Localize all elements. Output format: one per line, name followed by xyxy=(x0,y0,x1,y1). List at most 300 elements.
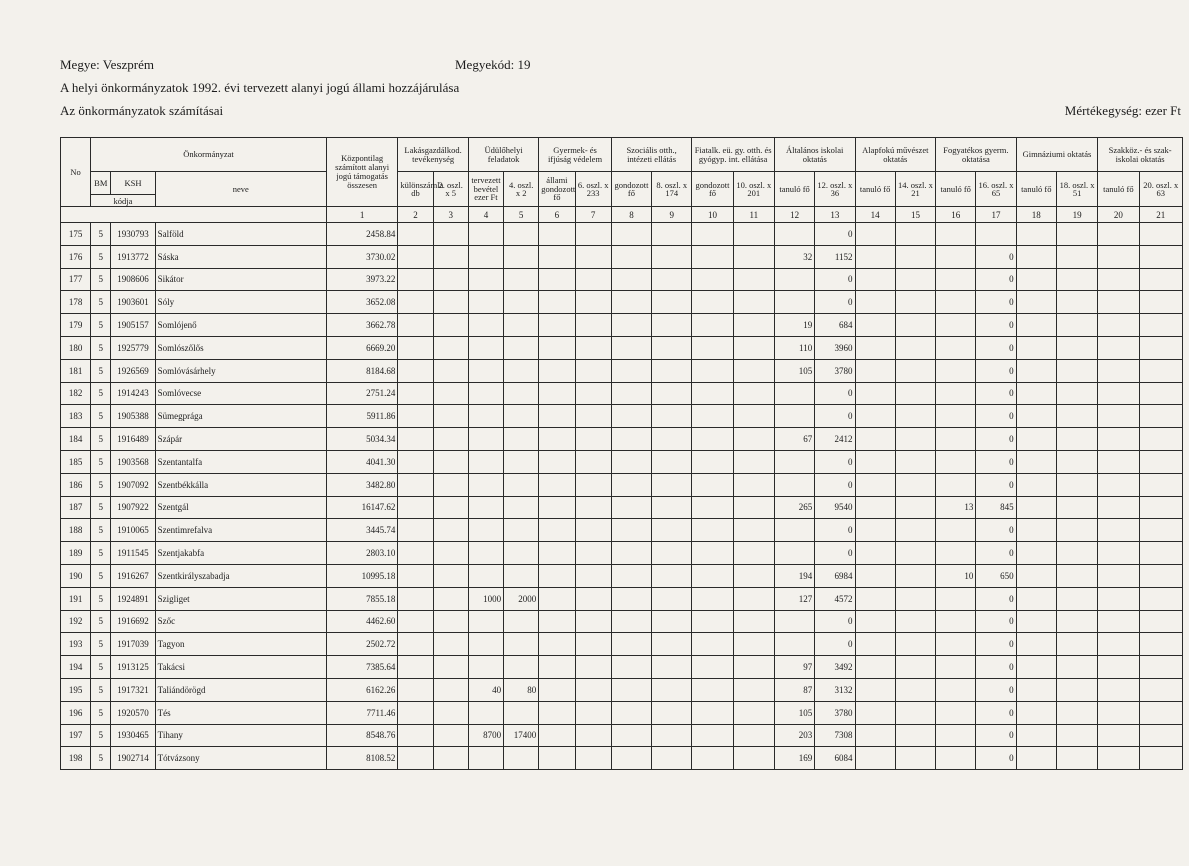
row-value xyxy=(855,268,895,291)
row-value xyxy=(433,724,468,747)
row-value xyxy=(575,268,611,291)
row-bm-code: 5 xyxy=(91,519,111,542)
row-name: Sümegprága xyxy=(155,405,326,428)
row-value xyxy=(692,564,733,587)
row-value xyxy=(1016,633,1056,656)
row-value xyxy=(1098,656,1139,679)
row-value xyxy=(1056,428,1097,451)
row-value xyxy=(539,314,575,337)
row-name: Tihany xyxy=(155,724,326,747)
row-value xyxy=(611,610,651,633)
row-value xyxy=(855,405,895,428)
row-value xyxy=(855,678,895,701)
row-total: 4462.60 xyxy=(326,610,398,633)
row-value xyxy=(774,223,814,246)
row-value xyxy=(398,496,433,519)
row-value: 19 xyxy=(774,314,814,337)
row-ksh-code: 1916489 xyxy=(111,428,155,451)
row-value xyxy=(1098,268,1139,291)
row-value xyxy=(468,542,503,565)
row-value xyxy=(936,747,976,770)
row-value xyxy=(539,336,575,359)
row-value xyxy=(1056,519,1097,542)
row-value xyxy=(1139,405,1182,428)
row-value xyxy=(855,656,895,679)
row-value xyxy=(398,678,433,701)
row-value xyxy=(733,473,774,496)
row-value xyxy=(611,633,651,656)
subheader: 18. oszl. x 51 xyxy=(1056,172,1097,207)
row-value xyxy=(855,564,895,587)
row-value xyxy=(774,519,814,542)
row-value xyxy=(398,268,433,291)
column-number: 12 xyxy=(774,207,814,223)
row-value xyxy=(895,587,935,610)
row-value xyxy=(936,587,976,610)
row-value: 0 xyxy=(976,701,1016,724)
row-value xyxy=(1139,610,1182,633)
row-value: 2412 xyxy=(815,428,855,451)
row-total: 2803.10 xyxy=(326,542,398,565)
row-bm-code: 5 xyxy=(91,701,111,724)
row-value xyxy=(468,245,503,268)
table-row xyxy=(61,405,1183,428)
row-value xyxy=(774,542,814,565)
row-value xyxy=(539,633,575,656)
row-value xyxy=(895,382,935,405)
row-value: 3132 xyxy=(815,678,855,701)
row-total: 3662.78 xyxy=(326,314,398,337)
row-value xyxy=(774,450,814,473)
row-ksh-code: 1913772 xyxy=(111,245,155,268)
row-value xyxy=(468,747,503,770)
row-value: 0 xyxy=(976,336,1016,359)
row-value xyxy=(652,450,692,473)
row-value xyxy=(936,245,976,268)
row-value xyxy=(855,724,895,747)
row-bm-code: 5 xyxy=(91,359,111,382)
row-value xyxy=(1016,678,1056,701)
row-name: Salföld xyxy=(155,223,326,246)
row-value xyxy=(1139,678,1182,701)
row-name: Taliándörögd xyxy=(155,678,326,701)
row-number: 178 xyxy=(61,291,91,314)
row-value xyxy=(692,428,733,451)
row-value xyxy=(733,633,774,656)
row-value xyxy=(1098,610,1139,633)
row-name: Szőc xyxy=(155,610,326,633)
row-ksh-code: 1910065 xyxy=(111,519,155,542)
row-value: 0 xyxy=(815,519,855,542)
row-value xyxy=(539,724,575,747)
row-value xyxy=(1016,747,1056,770)
row-value xyxy=(1016,314,1056,337)
column-number: 9 xyxy=(652,207,692,223)
row-ksh-code: 1908606 xyxy=(111,268,155,291)
row-value: 3960 xyxy=(815,336,855,359)
row-value xyxy=(575,428,611,451)
row-name: Somlóvecse xyxy=(155,382,326,405)
row-value xyxy=(504,542,539,565)
row-value xyxy=(575,747,611,770)
row-value xyxy=(652,542,692,565)
subheader: 4. oszl. x 2 xyxy=(504,172,539,207)
header-neve: neve xyxy=(155,172,326,207)
row-value xyxy=(433,428,468,451)
row-value xyxy=(468,336,503,359)
row-value xyxy=(895,359,935,382)
row-value xyxy=(468,473,503,496)
row-value: 87 xyxy=(774,678,814,701)
row-value xyxy=(652,428,692,451)
row-value xyxy=(692,542,733,565)
row-bm-code: 5 xyxy=(91,314,111,337)
county-code-label: Megyekód: 19 xyxy=(455,57,531,72)
row-number: 196 xyxy=(61,701,91,724)
document-title: A helyi önkormányzatok 1992. évi tervezett alanyi jogú állami hozzájárulása xyxy=(60,80,460,95)
row-value xyxy=(398,473,433,496)
row-value xyxy=(433,633,468,656)
row-value xyxy=(976,223,1016,246)
row-value: 0 xyxy=(815,542,855,565)
row-value xyxy=(692,656,733,679)
row-value: 0 xyxy=(976,428,1016,451)
row-value xyxy=(895,610,935,633)
row-value xyxy=(504,268,539,291)
subheader: 20. oszl. x 63 xyxy=(1139,172,1182,207)
subheader: 8. oszl. x 174 xyxy=(652,172,692,207)
row-value xyxy=(1056,724,1097,747)
row-value xyxy=(1139,542,1182,565)
row-ksh-code: 1905157 xyxy=(111,314,155,337)
row-value xyxy=(539,291,575,314)
row-value xyxy=(936,450,976,473)
row-value: 0 xyxy=(976,382,1016,405)
table-row xyxy=(61,678,1183,701)
row-value xyxy=(774,268,814,291)
row-bm-code: 5 xyxy=(91,450,111,473)
header-altalanos-iskola: Általános iskolai oktatás xyxy=(774,138,855,172)
row-value: 0 xyxy=(815,268,855,291)
row-ksh-code: 1907922 xyxy=(111,496,155,519)
row-value xyxy=(855,336,895,359)
row-value xyxy=(855,223,895,246)
row-value xyxy=(575,245,611,268)
row-value xyxy=(1098,724,1139,747)
row-value xyxy=(398,428,433,451)
row-value: 40 xyxy=(468,678,503,701)
row-value xyxy=(468,656,503,679)
row-value xyxy=(1056,223,1097,246)
row-value xyxy=(895,268,935,291)
header-no: No xyxy=(61,138,91,207)
subheader: tanuló fő xyxy=(774,172,814,207)
row-value xyxy=(1056,314,1097,337)
row-value xyxy=(855,245,895,268)
row-value xyxy=(895,245,935,268)
row-value xyxy=(539,701,575,724)
column-number: 18 xyxy=(1016,207,1056,223)
table-row xyxy=(61,610,1183,633)
row-value xyxy=(733,314,774,337)
row-value xyxy=(652,336,692,359)
row-value xyxy=(692,519,733,542)
row-value xyxy=(468,314,503,337)
row-value xyxy=(1056,245,1097,268)
subheader: 14. oszl. x 21 xyxy=(895,172,935,207)
row-name: Somlószőlős xyxy=(155,336,326,359)
row-ksh-code: 1920570 xyxy=(111,701,155,724)
row-value xyxy=(1056,359,1097,382)
row-value xyxy=(774,291,814,314)
row-value xyxy=(1098,519,1139,542)
row-number: 192 xyxy=(61,610,91,633)
row-value xyxy=(575,382,611,405)
row-value xyxy=(575,633,611,656)
row-value xyxy=(611,291,651,314)
table-row xyxy=(61,268,1183,291)
row-number: 184 xyxy=(61,428,91,451)
row-ksh-code: 1917039 xyxy=(111,633,155,656)
row-value: 0 xyxy=(976,724,1016,747)
row-value xyxy=(539,587,575,610)
row-value xyxy=(504,314,539,337)
row-value xyxy=(1056,701,1097,724)
row-value xyxy=(468,223,503,246)
row-name: Somlójenő xyxy=(155,314,326,337)
row-value xyxy=(692,473,733,496)
row-value: 169 xyxy=(774,747,814,770)
row-value xyxy=(504,633,539,656)
table-row xyxy=(61,496,1183,519)
subheader: 6. oszl. x 233 xyxy=(575,172,611,207)
row-value xyxy=(539,473,575,496)
row-value xyxy=(1016,268,1056,291)
column-number: 21 xyxy=(1139,207,1182,223)
row-value xyxy=(398,564,433,587)
row-value xyxy=(855,382,895,405)
row-value xyxy=(895,291,935,314)
row-ksh-code: 1924891 xyxy=(111,587,155,610)
row-value xyxy=(895,223,935,246)
row-value xyxy=(504,336,539,359)
row-value xyxy=(1139,747,1182,770)
row-value xyxy=(1056,450,1097,473)
row-value xyxy=(733,542,774,565)
row-total: 2458.84 xyxy=(326,223,398,246)
row-value: 0 xyxy=(976,747,1016,770)
row-ksh-code: 1905388 xyxy=(111,405,155,428)
row-value xyxy=(398,656,433,679)
row-value: 0 xyxy=(976,291,1016,314)
row-value xyxy=(895,405,935,428)
row-value xyxy=(692,336,733,359)
row-value: 0 xyxy=(976,519,1016,542)
row-value xyxy=(855,450,895,473)
row-value: 1152 xyxy=(815,245,855,268)
row-value xyxy=(936,701,976,724)
row-value xyxy=(575,678,611,701)
row-value xyxy=(539,428,575,451)
header-ksh: KSH xyxy=(111,172,155,195)
table-row xyxy=(61,428,1183,451)
row-number: 195 xyxy=(61,678,91,701)
row-value xyxy=(855,701,895,724)
row-total: 7385.64 xyxy=(326,656,398,679)
row-value xyxy=(936,336,976,359)
row-value xyxy=(936,724,976,747)
row-value xyxy=(1139,701,1182,724)
row-value: 0 xyxy=(976,542,1016,565)
document-subtitle: Az önkormányzatok számításai xyxy=(60,103,224,118)
row-value xyxy=(1056,496,1097,519)
row-value xyxy=(433,405,468,428)
row-name: Sáska xyxy=(155,245,326,268)
row-value xyxy=(895,450,935,473)
row-number: 186 xyxy=(61,473,91,496)
row-value xyxy=(611,336,651,359)
row-value xyxy=(733,610,774,633)
row-value xyxy=(1098,405,1139,428)
row-value xyxy=(1098,450,1139,473)
row-value xyxy=(1139,473,1182,496)
row-value: 0 xyxy=(815,450,855,473)
row-value: 0 xyxy=(976,656,1016,679)
row-value xyxy=(855,291,895,314)
row-value xyxy=(733,336,774,359)
row-value xyxy=(733,382,774,405)
row-total: 3652.08 xyxy=(326,291,398,314)
row-number: 185 xyxy=(61,450,91,473)
row-value xyxy=(504,496,539,519)
row-value xyxy=(652,656,692,679)
row-value xyxy=(692,245,733,268)
row-value: 13 xyxy=(936,496,976,519)
row-value xyxy=(1098,701,1139,724)
row-value xyxy=(895,747,935,770)
row-value xyxy=(1139,450,1182,473)
row-number: 188 xyxy=(61,519,91,542)
row-value xyxy=(1098,428,1139,451)
row-value xyxy=(433,223,468,246)
row-value xyxy=(936,405,976,428)
row-bm-code: 5 xyxy=(91,428,111,451)
column-number: 16 xyxy=(936,207,976,223)
header-lakasgazdalkodas: Lakásgazdálkod. tevékenység xyxy=(398,138,468,172)
row-ksh-code: 1902714 xyxy=(111,747,155,770)
row-bm-code: 5 xyxy=(91,268,111,291)
row-value xyxy=(936,610,976,633)
table-row xyxy=(61,633,1183,656)
row-value xyxy=(936,542,976,565)
row-value xyxy=(1139,587,1182,610)
row-value xyxy=(652,268,692,291)
row-value xyxy=(652,564,692,587)
row-value xyxy=(433,382,468,405)
row-name: Szentjakabfa xyxy=(155,542,326,565)
row-value: 6084 xyxy=(815,747,855,770)
row-value: 0 xyxy=(976,268,1016,291)
row-value xyxy=(1098,678,1139,701)
row-value xyxy=(855,610,895,633)
row-value xyxy=(692,382,733,405)
column-number-spacer xyxy=(61,207,327,223)
row-value xyxy=(855,633,895,656)
row-value xyxy=(1098,223,1139,246)
table-row xyxy=(61,336,1183,359)
row-value xyxy=(855,359,895,382)
row-value xyxy=(733,496,774,519)
column-number: 7 xyxy=(575,207,611,223)
row-value xyxy=(855,542,895,565)
row-value xyxy=(1139,382,1182,405)
row-total: 8184.68 xyxy=(326,359,398,382)
column-number: 10 xyxy=(692,207,733,223)
row-value xyxy=(733,223,774,246)
row-bm-code: 5 xyxy=(91,405,111,428)
row-value xyxy=(398,587,433,610)
row-ksh-code: 1930793 xyxy=(111,223,155,246)
row-value xyxy=(504,382,539,405)
row-value xyxy=(504,291,539,314)
row-value: 0 xyxy=(976,359,1016,382)
row-value xyxy=(855,428,895,451)
row-value xyxy=(936,359,976,382)
row-value: 17400 xyxy=(504,724,539,747)
row-total: 4041.30 xyxy=(326,450,398,473)
row-name: Tótvázsony xyxy=(155,747,326,770)
row-value xyxy=(398,701,433,724)
row-value xyxy=(1016,428,1056,451)
row-value: 0 xyxy=(815,473,855,496)
row-value xyxy=(895,496,935,519)
row-value: 7308 xyxy=(815,724,855,747)
row-value xyxy=(504,701,539,724)
row-value xyxy=(652,678,692,701)
row-number: 182 xyxy=(61,382,91,405)
row-value xyxy=(652,291,692,314)
row-value: 684 xyxy=(815,314,855,337)
row-value xyxy=(539,678,575,701)
column-number: 4 xyxy=(468,207,503,223)
row-value xyxy=(575,473,611,496)
row-value xyxy=(575,314,611,337)
row-value: 127 xyxy=(774,587,814,610)
header-szocialis: Szociális otth., intézeti ellátás xyxy=(611,138,692,172)
row-ksh-code: 1926569 xyxy=(111,359,155,382)
row-value xyxy=(1016,382,1056,405)
row-bm-code: 5 xyxy=(91,291,111,314)
row-bm-code: 5 xyxy=(91,382,111,405)
row-value xyxy=(1139,428,1182,451)
row-value: 845 xyxy=(976,496,1016,519)
row-value xyxy=(504,223,539,246)
row-value xyxy=(1098,633,1139,656)
row-value xyxy=(936,314,976,337)
row-value xyxy=(398,405,433,428)
row-value: 2000 xyxy=(504,587,539,610)
column-number: 3 xyxy=(433,207,468,223)
row-value xyxy=(433,747,468,770)
column-number: 8 xyxy=(611,207,651,223)
row-value: 0 xyxy=(976,450,1016,473)
row-value xyxy=(575,542,611,565)
row-value xyxy=(398,747,433,770)
row-value xyxy=(733,564,774,587)
row-value xyxy=(1098,314,1139,337)
column-number: 15 xyxy=(895,207,935,223)
row-value xyxy=(1056,473,1097,496)
